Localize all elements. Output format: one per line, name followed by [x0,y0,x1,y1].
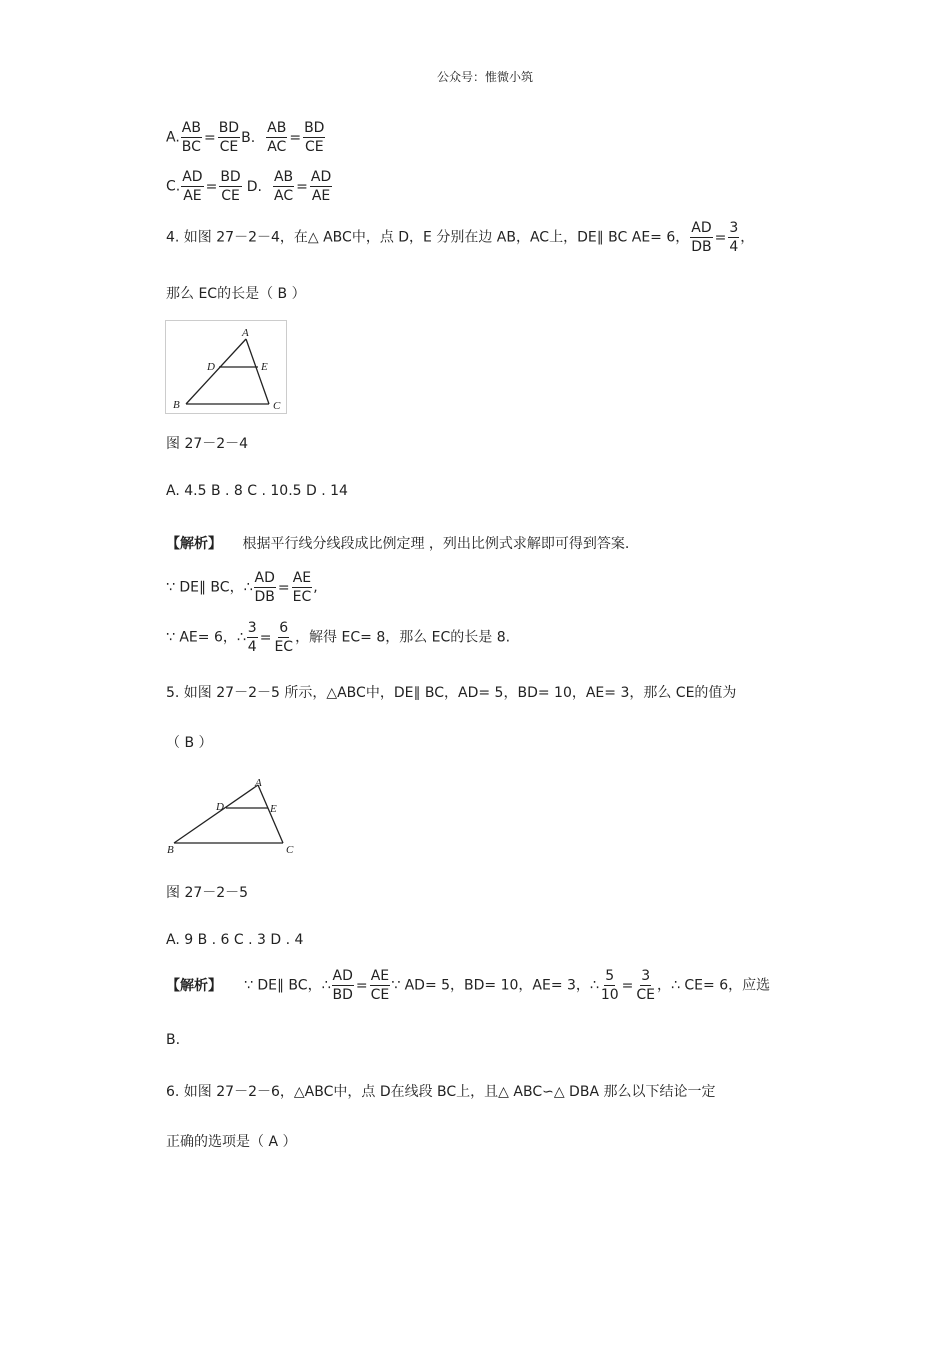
option-c-label: C. [166,178,181,195]
q4-analysis-text: 根据平行线分线段成比例定理 ，列出比例式求解即可得到答案. [242,536,630,552]
option-d-label: D. [246,178,262,195]
option-a-label: A. [166,129,180,146]
q5-stem-line-1: 5. 如图 27－2－5 所示，△ABC中，DE∥ BC，AD= 5，BD= 10，AE= 3，那么 CE的值为 [166,685,737,701]
q4-triangle-diagram [166,321,286,413]
q5-figure-caption: 图 27－2－5 [166,885,249,901]
option-b-frac-1: $\frac{AB}{AC}$ [267,120,287,155]
q4-ratio-frac: $\frac{AD}{DB}$ [691,220,712,255]
svg-text:B: B [167,844,174,856]
q4-stem-line-2: 那么 EC的长是（ B ） [166,286,306,302]
q5-stem-line-2: （ B ） [166,735,213,751]
q4-stem-line-1: 4. 如图 27－2－4，在△ ABC中，点 D，E 分别在边 AB，AC上，DE∥ BC AE= 6， $\frac{AD}{DB}$ = $\frac{3}{4}$ ， [166,220,755,255]
q5-triangle-diagram [162,775,302,857]
option-b-frac-2: $\frac{BD}{CE}$ [304,120,325,155]
svg-text:E: E [270,803,277,815]
option-c-frac-2: $\frac{BD}{CE}$ [220,169,241,204]
svg-text:A: A [242,327,249,339]
q4-figure [165,320,287,414]
option-b-label: B. [241,129,256,146]
q4-options: A. 4.5 B . 8 C . 10.5 D . 14 [166,483,348,499]
svg-text:E: E [261,361,268,373]
option-row-ab: A. $\frac{AB}{BC}$ = $\frac{BD}{CE}$ B. $\frac{AB}{AC}$ = $\frac{BD}{CE}$ [166,120,325,155]
q4-step-2: ∵ AE= 6，∴ $\frac{3}{4}$ = $\frac{6}{EC}$ ，解得 EC= 8，那么 EC的长是 8. [166,620,511,655]
svg-text:D: D [207,361,215,373]
q4-analysis-label: 【解析】 [166,536,222,552]
option-row-cd: C. $\frac{AD}{AE}$ = $\frac{BD}{CE}$ D. $\frac{AB}{AC}$ = $\frac{AD}{AE}$ [166,169,332,204]
svg-text:C: C [286,844,294,856]
q5-analysis-end: B. [166,1032,181,1048]
option-d-frac-1: $\frac{AB}{AC}$ [273,169,294,204]
q4-value-frac: $\frac{3}{4}$ [729,220,739,255]
q6-stem-line-1: 6. 如图 27－2－6，△ABC中，点 D在线段 BC上，且△ ABC∽△ DBA 那么以下结论一定 [166,1084,716,1100]
page-header: 公众号：惟微小筑 [437,70,534,84]
q5-analysis: 【解析】 ∵ DE∥ BC，∴ $\frac{AD}{BD}$ = $\frac{AE}{CE}$ ∵ AD= 5，BD= 10，AE= 3，∴ $\frac{5}{10}$ = $\frac{3}{CE}$ ，∴ CE= 6，应选 [166,968,771,1003]
q4-step-1: ∵ DE∥ BC，∴ $\frac{AD}{DB}$ = $\frac{AE}{EC}$ , [166,570,318,605]
option-a-frac-2: $\frac{BD}{CE}$ [218,120,240,155]
svg-text:C: C [273,400,281,412]
q4-figure-caption: 图 27－2－4 [166,436,249,452]
option-d-frac-2: $\frac{AD}{AE}$ [310,169,332,204]
svg-text:B: B [173,399,180,411]
q6-stem-line-2: 正确的选项是（ A ） [166,1134,297,1150]
q5-analysis-label: 【解析】 [166,977,222,994]
svg-text:A: A [255,777,262,789]
q5-figure [162,775,302,857]
q5-options: A. 9 B . 6 C . 3 D . 4 [166,932,304,948]
option-c-frac-1: $\frac{AD}{AE}$ [182,169,203,204]
option-a-frac-1: $\frac{AB}{BC}$ [181,120,201,155]
svg-text:D: D [216,801,224,813]
q4-analysis [166,533,629,553]
